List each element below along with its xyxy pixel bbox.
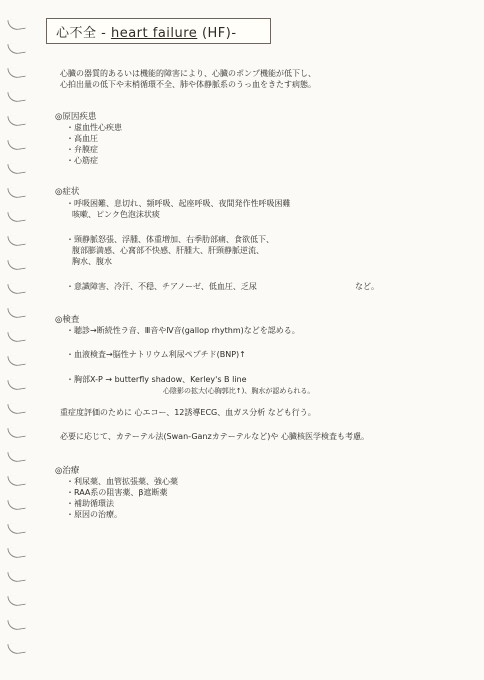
exam-paragraph: 重症度評価のために 心エコー、12誘導ECG、血ガス分析 なども行う。	[60, 408, 316, 417]
ring-icon	[7, 450, 25, 463]
treatment-item: ・利尿薬、血管拡張薬、強心薬	[66, 477, 178, 486]
definition-line: 心臓の器質的あるいは機能的障害により、心臓のポンプ機能が低下し、	[60, 69, 316, 78]
definition-line: 心拍出量の低下や末梢循環不全、肺や体静脈系のうっ血をきたす病態。	[60, 80, 316, 89]
treatment-item: ・補助循環法	[66, 499, 114, 508]
cause-item: ・心筋症	[66, 156, 98, 165]
ring-icon	[7, 66, 25, 79]
ring-icon	[7, 354, 25, 367]
ring-icon	[7, 474, 25, 487]
ring-icon	[7, 210, 25, 223]
page-title	[56, 22, 237, 41]
ring-icon	[7, 162, 25, 175]
ring-icon	[7, 378, 25, 391]
ring-icon	[7, 90, 25, 103]
ring-icon	[7, 234, 25, 247]
ring-icon	[7, 306, 25, 319]
exam-item: ・胸部X-P → butterfly shadow、Kerley's B line	[66, 375, 247, 384]
treatment-item: ・RAA系の阻害薬、β遮断薬	[66, 488, 168, 497]
treatment-item: ・原因の治療。	[66, 510, 122, 519]
exam-paragraph: 必要に応じて、カテーテル法(Swan-Ganzカテーテルなど)や 心臓核医学検査も考慮。	[60, 432, 369, 441]
causes-heading: ◎原因疾患	[55, 112, 97, 122]
exam-xp-note: 心陰影の拡大(心胸郭比↑)、胸水が認められる。	[163, 387, 315, 395]
ring-icon	[7, 618, 25, 631]
ring-icon	[7, 282, 25, 295]
symptom-line: 腹部膨満感、心窩部不快感、肝腫大、肝頸静脈逆流、	[72, 246, 264, 255]
ring-icon	[7, 402, 25, 415]
exam-heading: ◎検査	[55, 315, 80, 325]
title-abbr: (HF)-	[201, 26, 237, 41]
ring-icon	[7, 186, 25, 199]
ring-icon	[7, 546, 25, 559]
exam-item: ・聴診→断続性ラ音、Ⅲ音やⅣ音(gallop rhythm)などを認める。	[66, 326, 300, 335]
ring-icon	[7, 570, 25, 583]
title-ja: 心不全 -	[56, 26, 107, 41]
ring-icon	[7, 42, 25, 55]
cause-item: ・虚血性心疾患	[66, 123, 122, 132]
treatment-heading: ◎治療	[55, 466, 80, 476]
symptom-line: ・呼吸困難、息切れ、頻呼吸、起座呼吸、夜間発作性呼吸困難	[66, 199, 291, 208]
ring-icon	[7, 522, 25, 535]
ring-icon	[7, 114, 25, 127]
symptoms-heading: ◎症状	[55, 187, 80, 197]
title-en: heart failure	[110, 26, 198, 41]
ring-icon	[7, 330, 25, 343]
ring-icon	[7, 498, 25, 511]
ring-icon	[7, 138, 25, 151]
symptom-line: 胸水、腹水	[72, 257, 112, 266]
cause-item: ・弁膜症	[66, 145, 98, 154]
ring-icon	[7, 258, 25, 271]
symptom-line: 咳嗽、ピンク色泡沫状痰	[72, 210, 160, 219]
ring-icon	[7, 594, 25, 607]
symptom-line: ・意識障害、冷汗、不穏、チアノーゼ、低血圧、乏尿	[66, 282, 257, 291]
ring-icon	[7, 642, 25, 655]
spiral-binding	[0, 0, 28, 680]
ring-icon	[7, 18, 25, 31]
exam-item: ・血液検査→脳性ナトリウム利尿ペプチド(BNP)↑	[66, 350, 246, 359]
cause-item: ・高血圧	[66, 134, 98, 143]
symptom-etc: など。	[355, 282, 379, 291]
ring-icon	[7, 426, 25, 439]
symptom-line: ・頸静脈怒張、浮腫、体重増加、右季肋部痛、食欲低下、	[66, 235, 274, 244]
